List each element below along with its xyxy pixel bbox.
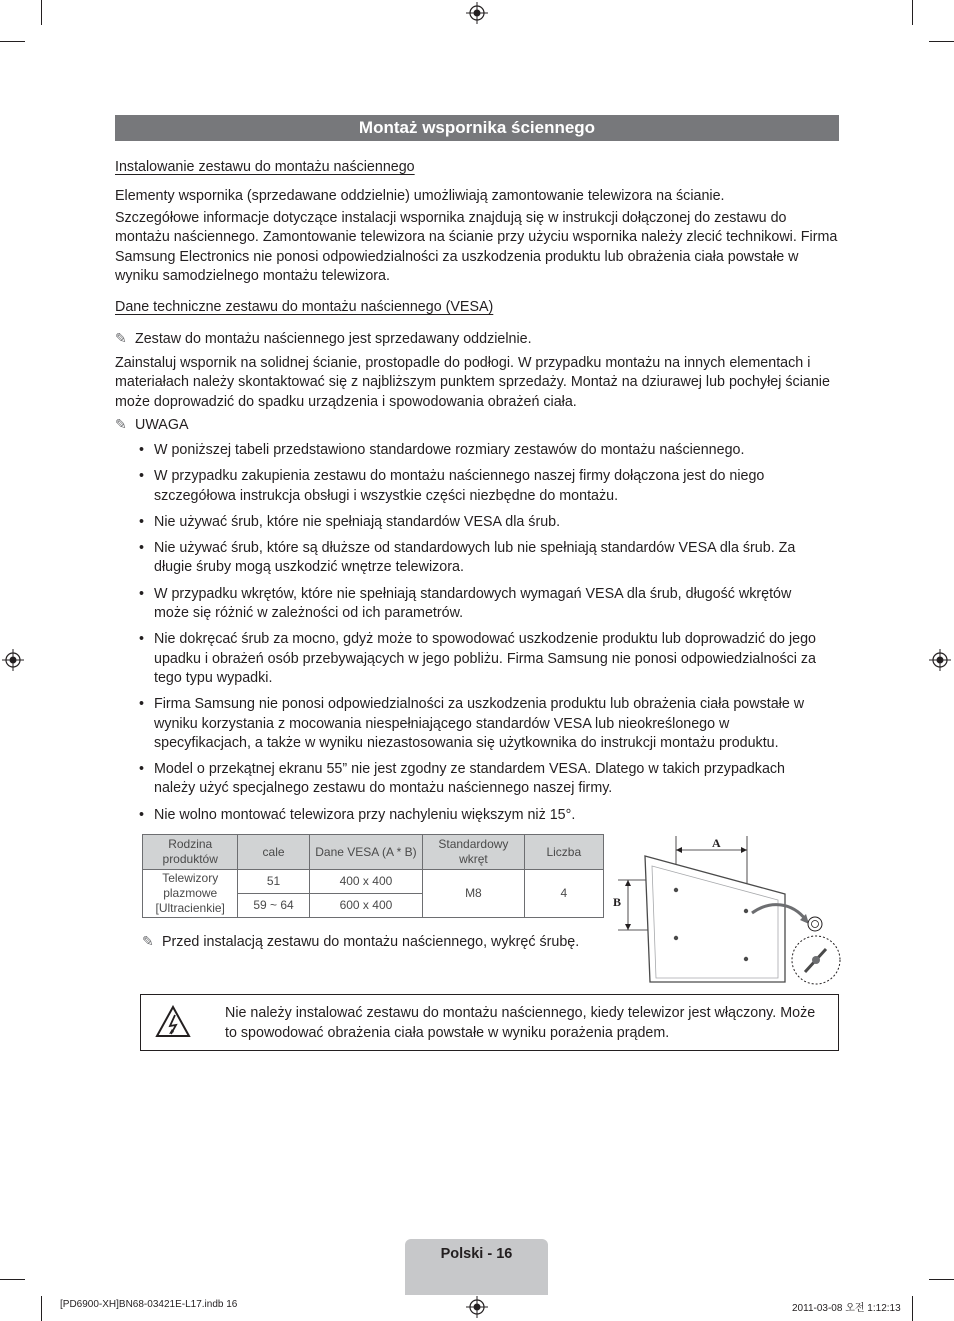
note-caution xyxy=(115,415,188,435)
table-header-cell: Liczba xyxy=(524,835,603,870)
print-slug-file: [PD6900-XH]BN68-03421E-L17.indb 16 xyxy=(60,1299,238,1310)
table-cell-inches: 59 ~ 64 xyxy=(238,894,309,918)
list-item: • Nie dokręcać śrub za mocno, gdyż może to spowodować uszkodzenie produktu lub doprowadzić do jego upadku i obrażeń osób przebywających w jego pobliżu. Firma Samsung nie ponosi odpowiedzialności za tego typu wypadki. xyxy=(115,630,830,688)
table-cell-inches: 51 xyxy=(238,870,309,894)
list-item: • Nie używać śrub, które są dłuższe od standardowych lub nie spełniają standardów VESA dla śrub. Za długie śruby mogą uszkodzić wnętrze telewizora. xyxy=(115,539,830,578)
caution-list xyxy=(115,441,830,832)
paragraph-details: Szczegółowe informacje dotyczące instalacji wspornika znajdują się w instrukcji dołączonej do zestawu do montażu naściennego. Zamontowanie telewizora na ścianie przy użyciu wspornika należy zlecić technikowi. Firma Samsung Electronics nie ponosi odpowiedzialności za uszkodzenia produktu lub obrażenia ciała powstałe w wyniku samodzielnego montażu telewizora. xyxy=(115,210,838,284)
print-slug-date: 2011-03-08 오전 1:12:13 xyxy=(792,1303,901,1314)
note-text: Zestaw do montażu naściennego jest sprzedawany oddzielnie. xyxy=(135,331,532,347)
paragraph-installation: Zainstaluj wspornik na solidnej ścianie, prostopadle do podłogi. W przypadku montażu na innych elementach i materiałach należy skontaktować się z najbliższym punktem sprzedaży. Montaż na dziurawej lub pochyłej ścianie może doprowadzić do spadku urządzenia i spowodowania obrażeń ciała. xyxy=(115,355,830,410)
subheading-installation: Instalowanie zestawu do montażu naściennego xyxy=(115,159,415,175)
note-text: Przed instalacją zestawu do montażu naściennego, wykręć śrubę. xyxy=(162,934,580,950)
list-item: • Firma Samsung nie ponosi odpowiedzialności za uszkodzenia produktu lub obrażenia ciała powstałe w wyniku korzystania z mocowania niespełniającego standardów VESA lub nieokreślonego w specyfikacjach, a także w wyniku niezastosowania się użytkownika do instrukcji montażu produktu. xyxy=(115,695,830,753)
table-cell-vesa: 600 x 400 xyxy=(309,894,422,918)
crop-mark xyxy=(912,0,913,25)
paragraph-intro: Elementy wspornika (sprzedawane oddzielnie) umożliwiają zamontowanie telewizora na ścianie. xyxy=(115,188,725,204)
list-item: • W przypadku wkrętów, które nie spełniają standardowych wymagań VESA dla śrub, długość wkrętów może się różnić w zależności od ich parametrów. xyxy=(115,585,830,624)
registration-mark-icon xyxy=(466,1296,488,1318)
table-cell-product-family: Telewizory plazmowe [Ultracienkie] xyxy=(143,870,238,918)
table-header-cell: cale xyxy=(238,835,309,870)
pencil-note-icon: ✎ xyxy=(142,933,154,949)
registration-mark-icon xyxy=(466,2,488,24)
registration-mark-icon xyxy=(929,649,951,671)
warning-text: Nie należy instalować zestawu do montażu naściennego, kiedy telewizor jest włączony. Może to spowodować obrażenia ciała powstałe w wyniku porażenia prądem. xyxy=(225,1005,816,1041)
crop-mark xyxy=(0,41,25,42)
note-remove-screw xyxy=(142,932,579,952)
table-row xyxy=(143,870,604,894)
note-sold-separately xyxy=(115,329,532,349)
warning-box xyxy=(140,994,839,1051)
crop-mark xyxy=(912,1296,913,1321)
electric-shock-warning-icon xyxy=(155,1005,191,1039)
page-number: Polski - 16 xyxy=(440,1246,513,1262)
page-number-tab xyxy=(405,1239,548,1295)
vesa-spec-table xyxy=(142,834,604,918)
section-title: Montaż wspornika ściennego xyxy=(115,115,839,141)
wall-mount-diagram xyxy=(610,828,842,986)
note-caution-label: UWAGA xyxy=(135,417,189,433)
dimension-a-label: A xyxy=(712,836,721,850)
crop-mark xyxy=(41,0,42,25)
table-header-cell: Standardowy wkręt xyxy=(423,835,524,870)
dimension-b-label: B xyxy=(613,895,622,909)
table-header-cell: Rodzina produktów xyxy=(143,835,238,870)
crop-mark xyxy=(41,1296,42,1321)
table-cell-vesa: 400 x 400 xyxy=(309,870,422,894)
table-cell-count: 4 xyxy=(524,870,603,918)
table-header-row xyxy=(143,835,604,870)
pencil-note-icon: ✎ xyxy=(115,330,127,346)
registration-mark-icon xyxy=(2,649,24,671)
table-cell-screw: M8 xyxy=(423,870,524,918)
crop-mark xyxy=(0,1279,25,1280)
list-item: • W przypadku zakupienia zestawu do montażu naściennego naszej firmy dołączona jest do niego szczegółowa instrukcja obsługi i wszystkie części niezbędne do montażu. xyxy=(115,467,830,506)
subheading-vesa: Dane techniczne zestawu do montażu naściennego (VESA) xyxy=(115,299,494,315)
list-item: • Nie wolno montować telewizora przy nachyleniu większym niż 15°. xyxy=(115,806,830,825)
list-item: • Model o przekątnej ekranu 55” nie jest zgodny ze standardem VESA. Dlatego w takich przypadkach należy użyć specjalnego zestawu do montażu naściennego naszej firmy. xyxy=(115,760,830,799)
crop-mark xyxy=(929,41,954,42)
pencil-note-icon: ✎ xyxy=(115,416,127,432)
list-item: • Nie używać śrub, które nie spełniają standardów VESA dla śrub. xyxy=(115,513,830,532)
table-header-cell: Dane VESA (A * B) xyxy=(309,835,422,870)
crop-mark xyxy=(929,1279,954,1280)
list-item: • W poniższej tabeli przedstawiono standardowe rozmiary zestawów do montażu naściennego. xyxy=(115,441,830,460)
